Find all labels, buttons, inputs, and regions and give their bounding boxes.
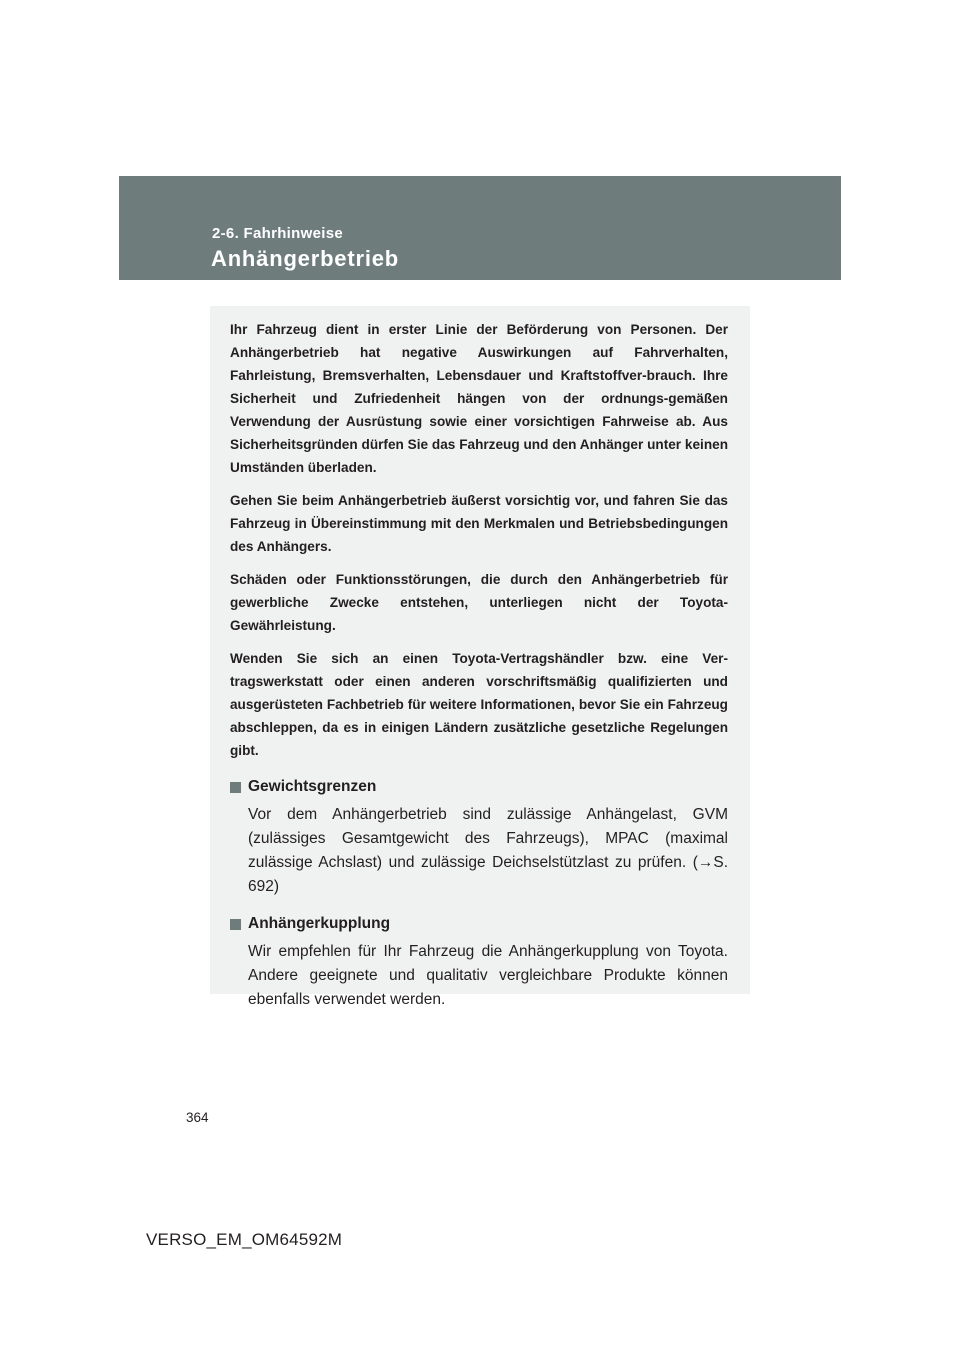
square-bullet-icon bbox=[230, 782, 241, 793]
document-code: VERSO_EM_OM64592M bbox=[146, 1230, 343, 1249]
subsection-body: Vor dem Anhängerbetrieb sind zulässige Anhängelast, GVM (zulässiges Gesamtgewicht des Fahrzeugs), MPAC (maximal zulässige Achslast) und zulässige Deichselstützlast zu prüfen. (→S. 692) bbox=[248, 806, 728, 895]
intro-paragraph: Ihr Fahrzeug dient in erster Linie der Beförderung von Personen. Der Anhängerbetrieb hat negative Auswirkungen auf Fahrverhalten, Fahrleistung, Bremsverhalten, Lebensdauer und Kraftstoffver-brauch. Ihre Sicherheit und Zufriedenheit hängen von der ordnungs-gemäßen Verwendung der Ausrüstung sowie einer vorsichtigen Fahrweise ab. Aus Sicherheitsgründen dürfen Sie das Fahrzeug und den Anhänger unter keinen Umständen überladen. bbox=[230, 322, 728, 475]
page-number: 364 bbox=[186, 1110, 209, 1125]
content-panel bbox=[210, 306, 750, 1008]
header-band bbox=[119, 176, 841, 280]
intro-paragraph: Schäden oder Funktionsstörungen, die durch den Anhängerbetrieb für gewerbliche Zwecke entstehen, unterliegen nicht der Toyota-Gewährleistung. bbox=[230, 572, 728, 633]
section-label: 2-6. Fahrhinweise bbox=[212, 225, 343, 242]
subsection-weight-limits bbox=[230, 775, 728, 899]
intro-paragraph: Gehen Sie beim Anhängerbetrieb äußerst vorsichtig vor, und fahren Sie das Fahrzeug in Übereinstimmung mit den Merkmalen und Betriebsbedingungen des Anhängers. bbox=[230, 493, 728, 554]
square-bullet-icon bbox=[230, 919, 241, 930]
intro-text bbox=[230, 318, 728, 762]
subsection-trailer-hitch bbox=[230, 912, 728, 1012]
intro-paragraph: Wenden Sie sich an einen Toyota-Vertragshändler bzw. eine Ver-tragswerkstatt oder einen anderen vorschriftsmäßig qualifizierten und ausgerüsteten Fachbetrieb für weitere Informationen, bevor Sie ein Fahrzeug abschleppen, da es in einigen Ländern zusätzliche gesetzliche Regelungen gibt. bbox=[230, 651, 728, 758]
subsection-heading: Gewichtsgrenzen bbox=[248, 778, 377, 795]
subsection-heading: Anhängerkupplung bbox=[248, 915, 391, 932]
page-title: Anhängerbetrieb bbox=[211, 246, 400, 271]
subsection-body: Wir empfehlen für Ihr Fahrzeug die Anhängerkupplung von Toyota. Andere geeignete und qualitativ vergleichbare Produkte können ebenfalls verwendet werden. bbox=[248, 943, 728, 1008]
